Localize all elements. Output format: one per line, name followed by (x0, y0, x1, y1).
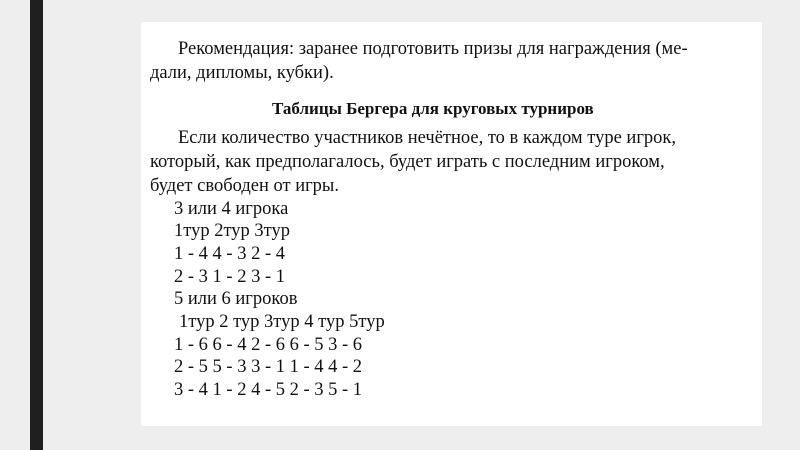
group-3-4-row-2: 2 - 3 1 - 2 3 - 1 (174, 267, 285, 287)
document-page (141, 22, 762, 426)
group-3-4-row-1: 1 - 4 4 - 3 2 - 4 (174, 244, 285, 264)
group-5-6-heading: 5 или 6 игроков (174, 289, 298, 309)
recommendation-line-1: Рекомендация: заранее подготовить призы для награждения (ме- (178, 39, 688, 59)
recommendation-line-2: дали, дипломы, кубки). (150, 63, 334, 83)
paragraph-line-1: Если количество участников нечётное, то в каждом туре игрок, (178, 128, 677, 148)
section-heading: Таблицы Бергера для круговых турниров (272, 99, 594, 118)
paragraph-line-2: который, как предполагалось, будет играть с последним игроком, (150, 152, 665, 172)
group-5-6-rounds: 1тур 2 тур 3тур 4 тур 5тур (179, 312, 385, 332)
group-5-6-row-2: 2 - 5 5 - 3 3 - 1 1 - 4 4 - 2 (174, 357, 363, 377)
group-3-4-heading: 3 или 4 игрока (174, 199, 289, 219)
group-5-6-row-3: 3 - 4 1 - 2 4 - 5 2 - 3 5 - 1 (174, 380, 363, 400)
group-3-4-rounds: 1тур 2тур 3тур (174, 221, 291, 241)
paragraph-line-3: будет свободен от игры. (150, 176, 339, 196)
group-5-6-row-1: 1 - 6 6 - 4 2 - 6 6 - 5 3 - 6 (174, 335, 363, 355)
accent-bar (30, 0, 43, 450)
